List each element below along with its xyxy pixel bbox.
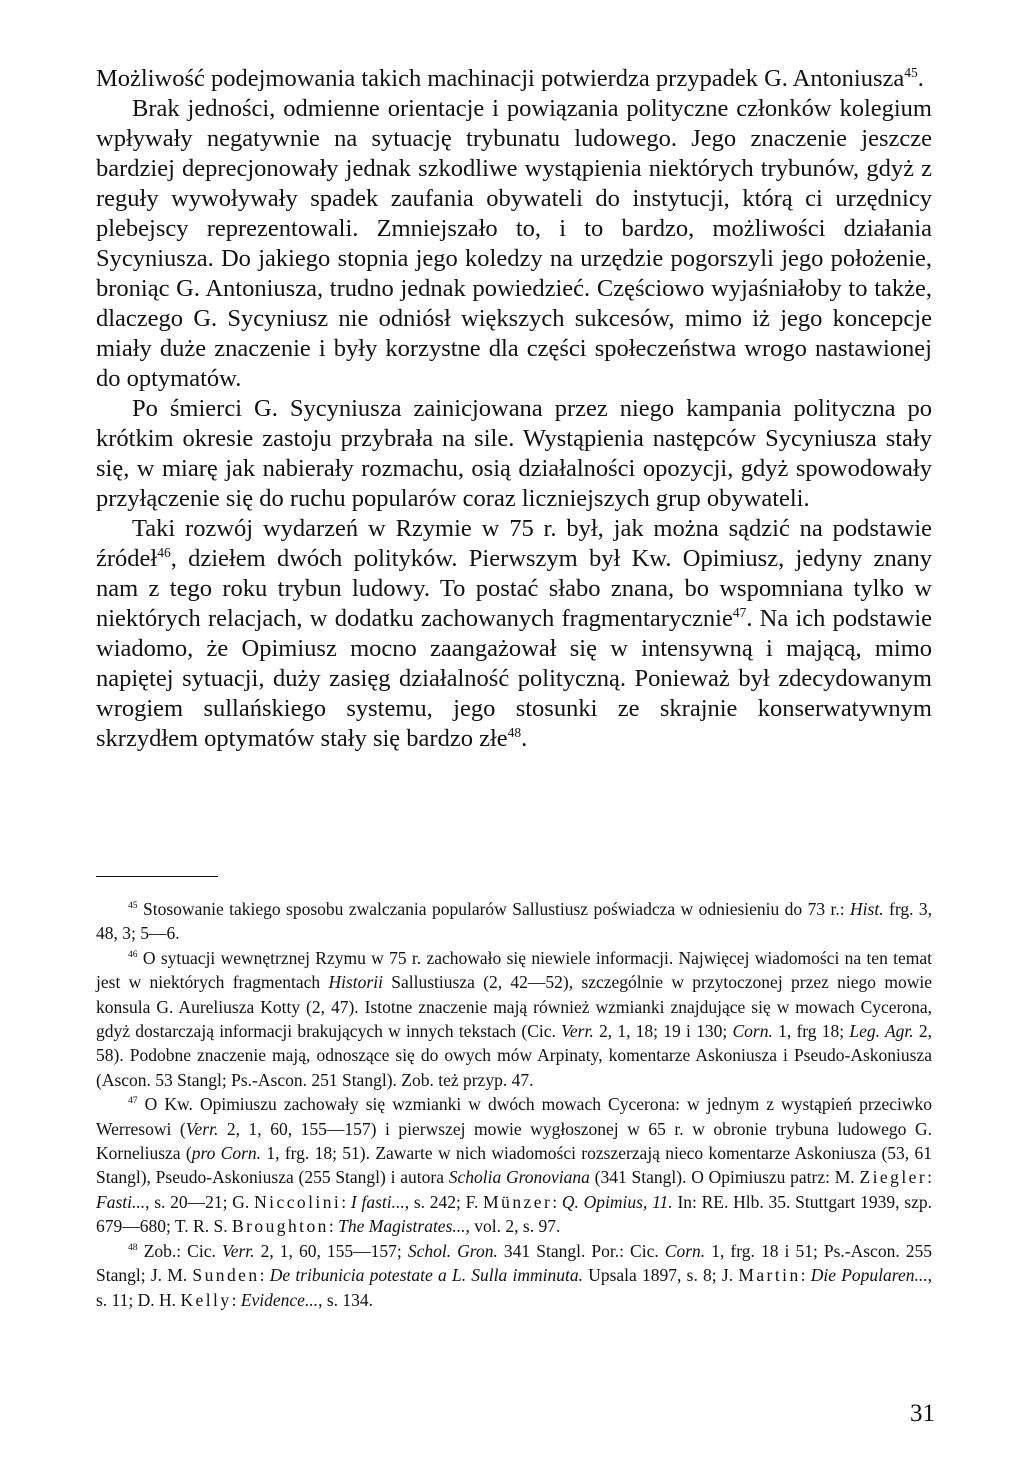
footnote-text: : (231, 1289, 241, 1310)
footnote-text: 2, 1, 18; 19 i 130; (593, 1021, 733, 1042)
footnote-text: O sytuacji wewnętrznej Rzymu w 75 r. zachowało się niewiele informacji. Najwięcej wiadomości na ten temat jest w niektórych fragmentach (96, 947, 932, 993)
footnote-number: 45 (128, 900, 138, 912)
footnote-italic: Verr. (185, 1118, 219, 1139)
paragraph-4-end: . (521, 725, 528, 752)
author-name: Kelly (180, 1289, 232, 1310)
paragraph-3: Po śmierci G. Sycyniusza zainicjowana przez niego kampania polityczna po krótkim okresie zastoju przybrała na sile. Wystąpienia następców Sycyniusza stały się, w miarę jak nabierały rozmachu, osią działalności opozycji, gdyż spowodowały przyłączenie się do ruchu popularów coraz liczniejszych grup obywateli. (96, 395, 932, 512)
footnote-number: 47 (128, 1095, 138, 1107)
footnote-text: Upsala 1897, s. 8; J. (582, 1265, 739, 1286)
footnote-45 (96, 897, 932, 946)
paragraph-1-text: Możliwość podejmowania takich machinacji potwierdza przypadek G. Antoniusza (96, 65, 905, 92)
paragraph-2: Brak jedności, odmienne orientacje i powiązania polityczne członków kolegium wpływały negatywnie na sytuację trybunatu ludowego. Jego znaczenie jeszcze bardziej deprecjonowały jednak szkodliwe wystąpienia niektórych trybunów, gdyż z reguły wywoływały spadek zaufania obywateli do instytucji, którą ci urzędnicy plebejscy reprezentowali. Zmniejszało to, i to bardzo, możliwości działania Sycyniusza. Do jakiego stopnia jego koledzy na urzędzie pogorszyli jego położenie, broniąc G. Antoniusza, trudno jednak powiedzieć. Częściowo wyjaśniałoby to także, dlaczego G. Sycyniusz nie odniósł większych sukcesów, mimo iż jego koncepcje miały duże znaczenie i były korzystne dla części społeczeństwa wrogo nastawionej do optymatów. (96, 95, 932, 392)
footnote-text: 1, frg. 18 i 51; Ps.-Ascon. 255 Stangl; J. M. (96, 1240, 933, 1286)
footnote-text: : (800, 1265, 811, 1286)
footnote-separator (96, 876, 218, 877)
footnote-ref-48[interactable]: 48 (507, 724, 522, 740)
footnote-ref-45[interactable]: 45 (904, 64, 918, 80)
footnote-italic: De tribunicia potestate a L. Sulla imminuta. (269, 1265, 583, 1286)
footnote-italic: Scholia Gronoviana (448, 1167, 590, 1188)
footnote-italic: Die Popularen... (810, 1265, 928, 1286)
footnote-ref-46[interactable]: 46 (157, 544, 171, 560)
footnote-46 (96, 946, 932, 1092)
footnote-italic: Leg. Agr. (849, 1021, 914, 1042)
paragraph-4-text-c: . Na ich podstawie wiadomo, że Opimiusz mocno zaangażował się w intensywną i mającą, mimo napiętej sytuacji, duży zasięg działalność polityczną. Ponieważ był zdecydowanym wrogiem sullańskiego systemu, jego stosunki ze skrajnie konserwatywnym skrzydłem optymatów stały się bardzo złe (96, 605, 933, 752)
footnote-italic: Fasti... (96, 1191, 146, 1212)
footnote-text: Sallustiusza (2, 42—52), szczególnie w przytoczonej przez niego mowie konsula G. Aureliusza Kotty (2, 47). Istotne znaczenie mają również wzmianki znajdujące się w mowach Cycerona, gdyż dostarczają informacji brakujących w innych tekstach (Cic. (96, 972, 932, 1042)
footnote-text: (341 Stangl). O Opimiuszu patrz: M. (589, 1167, 860, 1188)
footnote-text: , s. 242; F. (404, 1191, 484, 1212)
footnote-47 (96, 1092, 932, 1238)
footnote-ref-47[interactable]: 47 (732, 604, 747, 620)
paragraph-1 (96, 64, 932, 94)
footnote-italic: Verr. (221, 1240, 255, 1261)
footnote-text: : (259, 1265, 270, 1286)
footnote-text: O Kw. Opimiuszu zachowały się wzmianki w dwóch mowach Cycerona: w jednym z wystąpień przeciwko Werresowi ( (96, 1094, 932, 1139)
footnote-text: 1, frg. 18; 51). Zawarte w nich wiadomości rozszerzają nieco komentarze Askoniusza (53, 61 Stangl), Pseudo-Askoniusza (255 Stangl) i autora (96, 1143, 932, 1188)
main-text (96, 64, 932, 754)
footnote-number: 48 (128, 1241, 138, 1253)
footnote-text: : (552, 1191, 562, 1212)
footnote-italic: Historii (328, 972, 383, 993)
footnote-italic: Corn. (664, 1240, 706, 1261)
footnote-text: 341 Stangl. Por.: Cic. (497, 1240, 665, 1261)
footnote-text: In: RE. Hlb. 35. Stuttgart 1939, szp. 679—680; T. R. S. (96, 1191, 933, 1237)
footnote-text: : (341, 1191, 351, 1212)
footnote-italic: Evidence... (240, 1289, 319, 1310)
footnote-text: , s. 20—21; G. (145, 1191, 255, 1212)
footnote-italic: pro Corn. (191, 1143, 262, 1164)
footnote-text: 2, 58). Podobne znaczenie mają, odnoszące się do owych mów Arpinaty, komentarze Askoniusza i Pseudo-Askoniusza (Ascon. 53 Stangl; Ps.-Ascon. 251 Stangl). Zob. też przyp. 47. (96, 1021, 932, 1090)
footnote-text: : (328, 1216, 339, 1237)
footnote-text: Zob.: Cic. (143, 1240, 222, 1261)
author-name: Münzer (483, 1191, 553, 1212)
footnote-text: 1, frg 18; (772, 1021, 850, 1042)
paragraph-1-end: . (917, 65, 924, 92)
footnote-text: : (927, 1167, 933, 1188)
paragraph-4-text-b: , dziełem dwóch polityków. Pierwszym był Kw. Opimiusz, jedyny znany nam z tego roku trybun ludowy. To postać słabo znana, bo wspomniana tylko w niektórych relacjach, w dodatku zachowanych fragmentarycznie (96, 545, 932, 632)
footnote-text: 2, 1, 60, 155—157) i pierwszej mowie wygłoszonej w 65 r. w obronie trybuna ludowego G. Korneliusza ( (96, 1118, 932, 1164)
footnote-text: , s. 11; D. H. (96, 1265, 932, 1310)
footnote-italic: Hist. (850, 899, 884, 919)
footnote-number: 46 (128, 948, 138, 960)
footnote-italic: Q. Opimius, 11. (561, 1191, 673, 1212)
footnote-text: , vol. 2, s. 97. (465, 1216, 561, 1237)
footnote-italic: I fasti... (350, 1191, 405, 1212)
paragraph-4-text-a: Taki rozwój wydarzeń w Rzymie w 75 r. był, jak można sądzić na podstawie źródeł (96, 515, 932, 572)
footnote-italic: Schol. Gron. (407, 1240, 498, 1261)
author-name: Ziegler (859, 1167, 928, 1188)
footnote-text: Stosowanie takiego sposobu zwalczania popularów Sallustiusz poświadcza w odniesieniu do 73 r.: (143, 899, 851, 919)
paragraph-4 (96, 514, 932, 754)
author-name: Broughton (231, 1216, 329, 1237)
footnote-text: , s. 134. (318, 1289, 374, 1310)
footnote-text: 2, 1, 60, 155—157; (254, 1240, 408, 1261)
footnote-text: frg. 3, 48, 3; 5—6. (96, 899, 933, 944)
footnote-italic: Corn. (732, 1021, 773, 1042)
author-name: Niccolini (254, 1191, 342, 1212)
page-number: 31 (910, 1400, 935, 1427)
author-name: Sunden (192, 1265, 260, 1286)
footnote-italic: Verr. (561, 1021, 594, 1042)
footnote-48 (96, 1239, 932, 1312)
author-name: Martin (738, 1265, 801, 1286)
footnote-italic: The Magistrates... (338, 1216, 466, 1237)
footnotes (96, 897, 932, 1312)
